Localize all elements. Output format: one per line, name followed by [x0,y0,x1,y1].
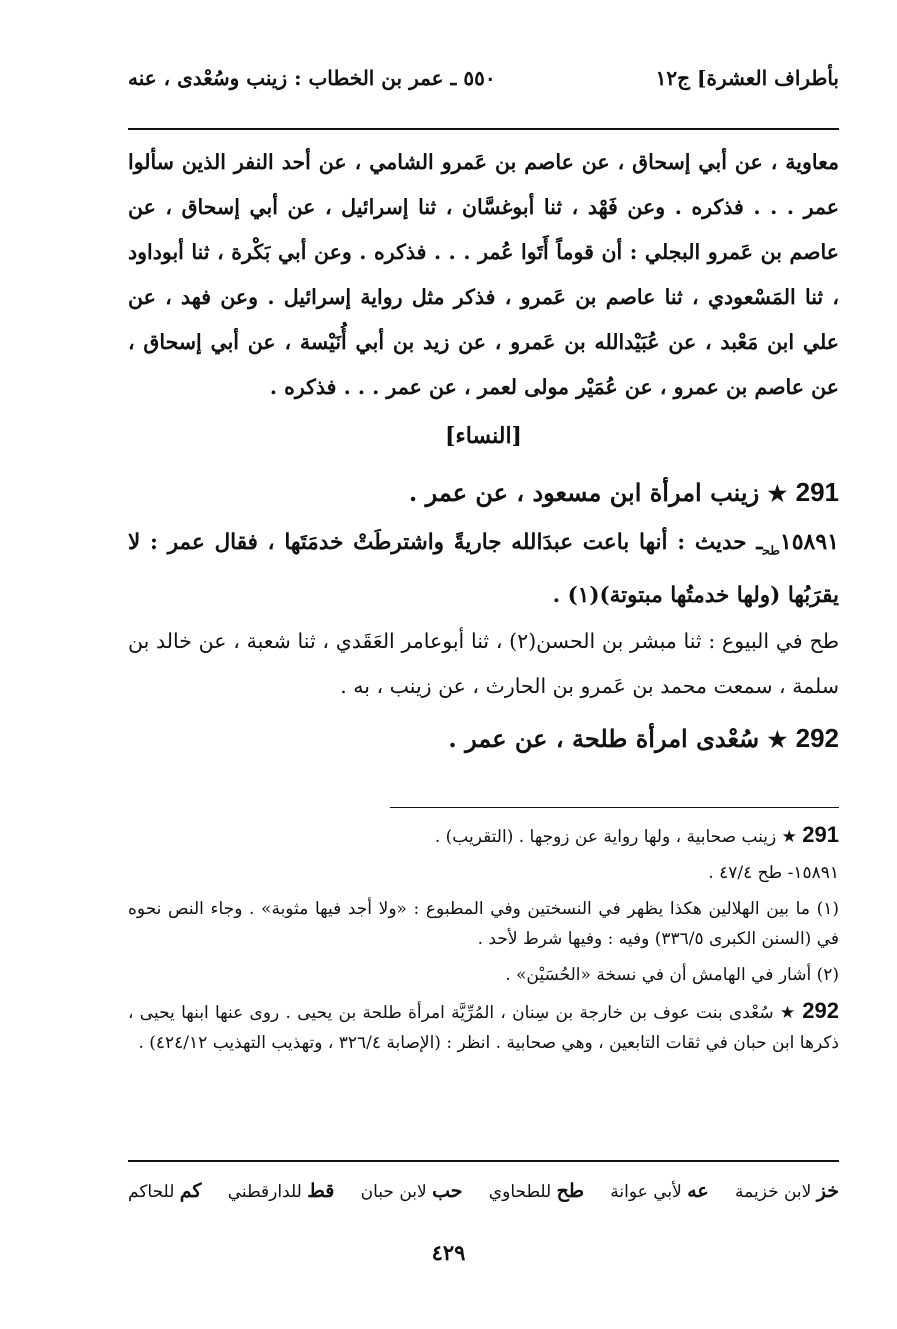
hadith-15891 [128,519,839,619]
footnote-2: (٢) أشار في الهامش أن في نسخة «الحُسَيْن» . [505,965,839,985]
footnote-rule [390,807,839,808]
running-header [128,66,839,90]
hadith-source-mark: طح [762,543,780,558]
page-number: ٤٢٩ [431,1240,466,1265]
entry-text: سُعْدى امرأة طلحة ، عن عمر . [448,724,760,754]
abbr-item: خز لابن خزيمة [735,1180,839,1202]
footnote-text: سُعْدى بنت عوف بن خارجة بن سِنان ، المُرِّيَّة امرأة طلحة بن يحيى . روى عنها ابنها يحيى ، ذكرها ابن حبان في ثقات التابعين ، وهي صحابية . انظر : (الإصابة ٣٢٦/٤ ، وتهذيب التهذيب ٤٢٤/١٢) . [128,1003,839,1053]
abbr-item: حب لابن حبان [360,1180,463,1202]
star-icon: ★ [779,1003,796,1023]
paragraph-1: معاوية ، عن أبي إسحاق ، عن عاصم بن عَمرو الشامي ، عن أحد النفر الذين سألوا عمر . . . فذكره . وعن فَهْد ، ثنا أبوغسَّان ، ثنا إسرائيل ، عن أبي إسحاق ، عن عاصم بن عَمرو البجلي : أن قوماً أَتَوا عُمر . . . فذكره . وعن أبي بَكْرة ، ثنا أبوداود ، ثنا المَسْعودي ، ثنا عاصم بن عَمرو ، فذكر مثل رواية إسرائيل . وعن فهد ، عن علي ابن مَعْبد ، عن عُبَيْدالله بن عَمرو ، عن زيد بن أبي أُنَيْسة ، عن أبي إسحاق ، عن عاصم بن عمرو ، عن عُمَيْر مولى لعمر ، عن عمر . . . فذكره . [128,150,839,399]
source-chain: طح في البيوع : ثنا مبشر بن الحسن(٢) ، ثنا أبوعامر العَقَدي ، ثنا شعبة ، عن خالد بن سلمة ، سمعت محمد بن عَمرو بن الحارث ، عن زينب ، به . [128,629,840,699]
footnote-text: زينب صحابية ، ولها رواية عن زوجها . (التقريب) . [434,827,777,847]
footnote-number: 291 [802,822,839,847]
entry-text: زينب امرأة ابن مسعود ، عن عمر . [408,478,760,507]
star-icon: ★ [767,727,788,754]
entry-291 [128,467,839,519]
hadith-number: ١٥٨٩١ [779,529,839,555]
footnote-hadith: ١٥٨٩١- طح ٤٧/٤ . [708,863,839,883]
footnotes [128,820,839,1064]
abbreviations-key [128,1180,839,1202]
abbr-item: كم للحاكم [128,1180,202,1202]
entry-number: 291 [795,477,839,507]
entry-292 [128,713,839,765]
hadith-text: ـ حديث : أنها باعت عبدَالله جاريةً واشترطَتْ خدمَتَها ، فقال عمر : لا يقرَبُها (ولها خدمتُها مبتوتة)(١) . [128,530,839,609]
header-chapter-title: ٥٥٠ ـ عمر بن الخطاب : زينب وسُعْدى ، عنه [128,66,496,90]
abbr-item: طح للطحاوي [488,1180,585,1202]
footnote-291 [128,820,839,852]
abbr-item: قط للدارقطني [227,1180,335,1202]
header-rule [128,128,839,130]
main-text [128,140,839,765]
star-icon: ★ [781,827,797,847]
footnote-292 [128,996,839,1058]
footnote-1: (١) ما بين الهلالين هكذا يظهر في النسختين وفي المطبوع : «ولا أجد فيها مثوبة» . وجاء النص نحوه في (السنن الكبرى ٣٣٦/٥) وفيه : وفيها شرط لأحد . [128,899,839,949]
footnote-number: 292 [802,998,839,1023]
abbreviations-rule [128,1160,839,1162]
entry-number: 292 [795,723,839,754]
star-icon: ★ [767,481,788,507]
abbr-item: عه لأبي عوانة [610,1180,709,1202]
section-title: [النساء] [445,423,522,449]
header-book-title: بأطراف العشرة] ج١٢ [655,66,839,90]
